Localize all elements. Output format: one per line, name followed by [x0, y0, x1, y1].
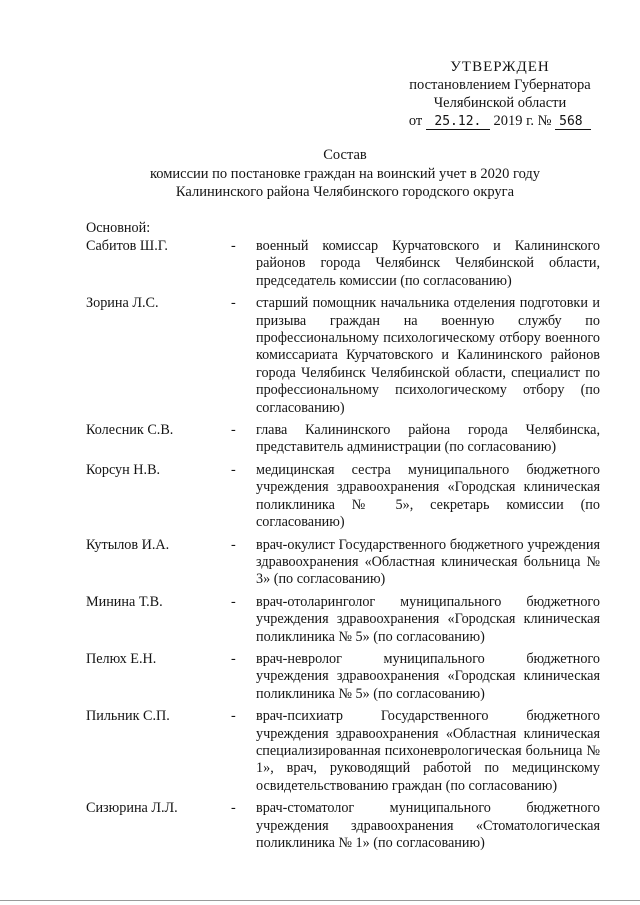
member-name: Пильник С.П.: [86, 708, 170, 725]
member-row: [86, 651, 600, 703]
member-name: Сабитов Ш.Г.: [86, 238, 168, 254]
member-role: медицинская сестра муниципального бюджетного учреждения здравоохранения «Городская клиническая поликлиника № 5», секретарь комиссии (по согласованию): [256, 461, 600, 531]
approval-date-line: [385, 112, 615, 130]
title-line-1: Состав: [323, 147, 367, 163]
approval-line-2: Челябинской области: [433, 95, 567, 111]
approval-line-1: постановлением Губернатора: [409, 77, 591, 93]
section-label: Основной:: [86, 220, 151, 236]
member-row: [86, 422, 600, 457]
member-role: врач-окулист Государственного бюджетного учреждения здравоохранения «Областная клиническая больница № 3» (по согласованию): [256, 536, 600, 588]
member-role: врач-невролог муниципального бюджетного учреждения здравоохранения «Городская клиническая поликлиника № 5» (по согласованию): [256, 650, 600, 702]
member-dash: -: [231, 800, 236, 817]
member-dash: -: [231, 295, 236, 312]
member-dash: -: [231, 422, 236, 439]
member-row: [86, 537, 600, 589]
member-dash: -: [231, 238, 236, 254]
member-role: военный комиссар Курчатовского и Калининского районов города Челябинск Челябинской области, председатель комиссии (по согласованию): [256, 238, 600, 289]
member-role: старший помощник начальника отделения подготовки и призыва граждан на военную службу по профессиональному психологическому отбору военного комиссариата Курчатовского и Калининского районов города Челябинск Челябинской области, специалист по профессиональному психологическому отбору (по согласованию): [256, 295, 600, 416]
page-edge-line: [0, 900, 640, 901]
date-suffix: 2019 г. №: [493, 113, 552, 129]
member-name: Пелюх Е.Н.: [86, 650, 157, 667]
member-role: врач-отоларинголог муниципального бюджетного учреждения здравоохранения «Городская клиническая поликлиника № 5» (по согласованию): [256, 593, 600, 645]
member-row: [86, 708, 600, 795]
title-line-2: комиссии по постановке граждан на воинский учет в 2020 году: [149, 165, 541, 182]
approval-block: [385, 58, 615, 130]
date-prefix: от: [408, 113, 423, 129]
member-name: Корсун Н.В.: [86, 461, 161, 478]
member-name: Колесник С.В.: [86, 422, 174, 439]
document-title: [100, 146, 590, 202]
member-role: врач-стоматолог муниципального бюджетного учреждения здравоохранения «Стоматологическая поликлиника № 1» (по согласованию): [256, 800, 600, 851]
member-row: [86, 462, 600, 532]
member-row: [86, 238, 600, 290]
member-name: Зорина Л.С.: [86, 295, 159, 312]
handwritten-date: 25.12.: [426, 115, 490, 130]
member-role: врач-психиатр Государственного бюджетного учреждения здравоохранения «Областная клиническая специализированная психоневрологическая больница № 1», врач, руководящий работой по медицинскому освидетельствованию граждан (по согласованию): [256, 708, 600, 794]
handwritten-number: 568: [555, 115, 591, 130]
approval-heading: УТВЕРЖДЕН: [450, 59, 550, 75]
members-list: [86, 238, 600, 857]
member-dash: -: [231, 708, 236, 725]
member-row: [86, 594, 600, 646]
member-name: Сизюрина Л.Л.: [86, 800, 178, 817]
member-dash: -: [231, 536, 236, 553]
member-row: [86, 295, 600, 417]
member-role: глава Калининского района города Челябинска, представитель администрации (по согласованию): [256, 422, 600, 456]
member-name: Минина Т.В.: [86, 593, 163, 610]
member-row: [86, 800, 600, 852]
member-dash: -: [231, 461, 236, 478]
member-dash: -: [231, 593, 236, 610]
title-line-3: Калининского района Челябинского городского округа: [175, 184, 515, 200]
member-name: Кутылов И.А.: [86, 536, 170, 553]
member-dash: -: [231, 650, 236, 667]
